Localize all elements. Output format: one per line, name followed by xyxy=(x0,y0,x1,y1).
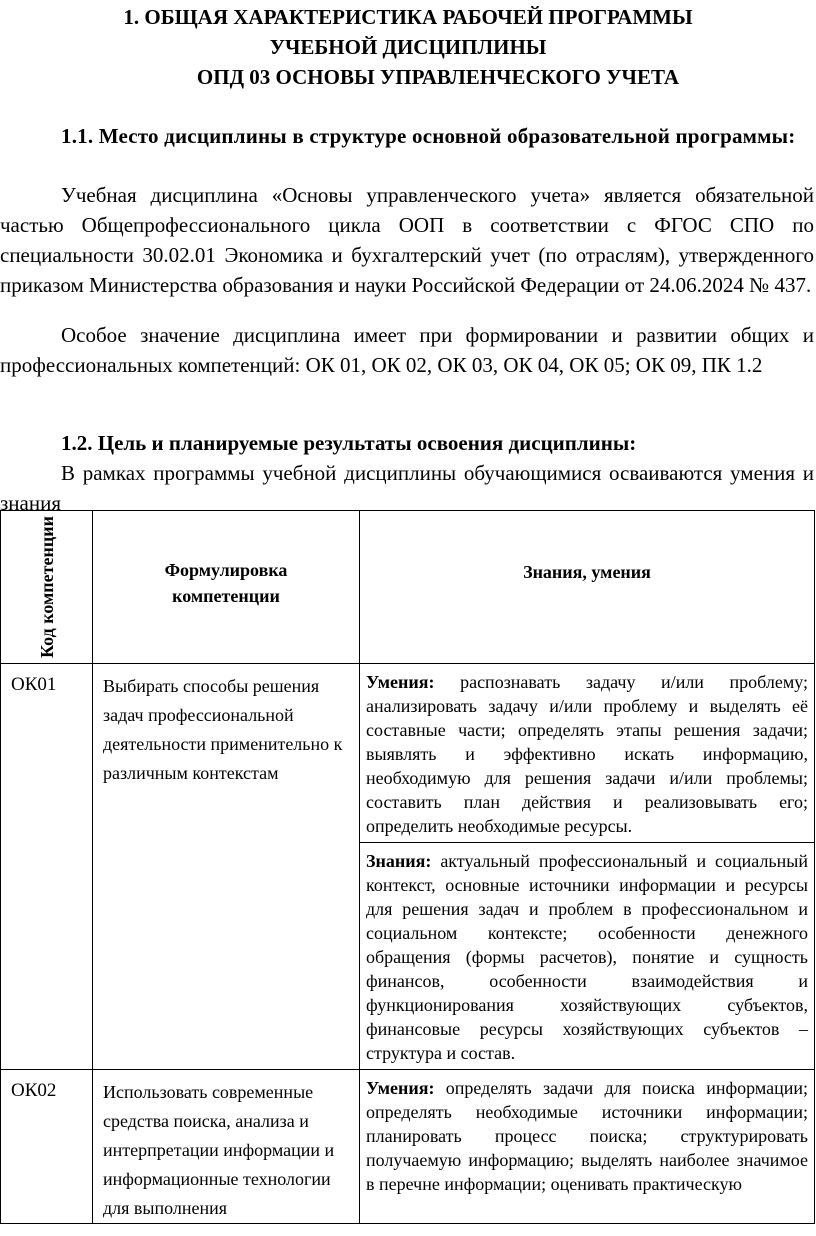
section-1-1-paragraph-2: Особое значение дисциплина имеет при формировании и развитии общих и профессиональных компетенций: ОК 01, ОК 02, ОК 03, ОК 04, ОК 05; ОК 09, ПК 1.2 xyxy=(0,323,814,377)
knowledge-text: актуальный профессиональный и социальный контекст, основные источники информации и ресурсы для решения задач и проблем в профессиональном и социальном контексте; особенности денежного обращения (формы расчетов), понятие и сущность финансов, особенности взаимодействия и функционирования хозяйствующих субъектов, финансовые ресурсы хозяйствующих субъектов – структура и состав. xyxy=(366,851,808,1063)
section-1-2-paragraph: В рамках программы учебной дисциплины обучающимися осваиваются умения и знания xyxy=(0,461,814,515)
row-skills xyxy=(360,1070,815,1224)
table-header-row xyxy=(1,511,815,664)
table-row xyxy=(1,664,815,843)
row-formulation: Выбирать способы решения задач профессиональной деятельности применительно к различным контекстам xyxy=(93,664,360,1070)
row-knowledge xyxy=(360,843,815,1070)
section-1-1-paragraph-1: Учебная дисциплина «Основы управленческого учета» является обязательной частью Общепрофессионального цикла ООП в соответствии с ФГОС СПО по специальности 30.02.01 Экономика и бухгалтерский учет (по отраслям), утвержденного приказом Министерства образования и науки Российской Федерации от 24.06.2024 № 437. xyxy=(0,183,814,297)
skills-text: распознавать задачу и/или проблему; анализировать задачу и/или проблему и выделять её составные части; определять этапы решения задачи; выявлять и эффективно искать информацию, необходимую для решения задачи и/или проблемы; составить план действия и реализовывать его; определить необходимые ресурсы. xyxy=(366,672,809,836)
row-formulation: Использовать современные средства поиска, анализа и интерпретации информации и информационные технологии для выполнения xyxy=(93,1070,360,1224)
section-1-1-heading: 1.1. Место дисциплины в структуре основной образовательной программы: xyxy=(61,124,796,148)
skills-text: определять задачи для поиска информации; определять необходимые источники информации; планировать процесс поиска; структурировать получаемую информацию; выделять наиболее значимое в перечне информации; оценивать практическую xyxy=(366,1078,809,1194)
knowledge-label: Знания: xyxy=(366,851,432,871)
row-code: ОК02 xyxy=(1,1070,93,1224)
row-code: ОК01 xyxy=(1,664,93,1070)
doc-title-line-1: 1. ОБЩАЯ ХАРАКТЕРИСТИКА РАБОЧЕЙ ПРОГРАММЫ xyxy=(123,5,693,29)
header-formulation: Формулировка компетенции xyxy=(93,511,360,664)
header-code xyxy=(1,511,93,664)
header-knowledge: Знания, умения xyxy=(360,511,815,664)
skills-label: Умения: xyxy=(366,672,435,692)
section-1-2-heading: 1.2. Цель и планируемые результаты освоения дисциплины: xyxy=(61,431,637,455)
doc-title-line-3: ОПД 03 ОСНОВЫ УПРАВЛЕНЧЕСКОГО УЧЕТА xyxy=(196,65,680,89)
competencies-table xyxy=(0,510,815,1224)
table-row xyxy=(1,1070,815,1224)
row-skills xyxy=(360,664,815,843)
header-code-label: Код компетенции xyxy=(37,516,57,658)
skills-label: Умения: xyxy=(366,1078,435,1098)
doc-title-line-2: УЧЕБНОЙ ДИСЦИПЛИНЫ xyxy=(269,35,547,59)
